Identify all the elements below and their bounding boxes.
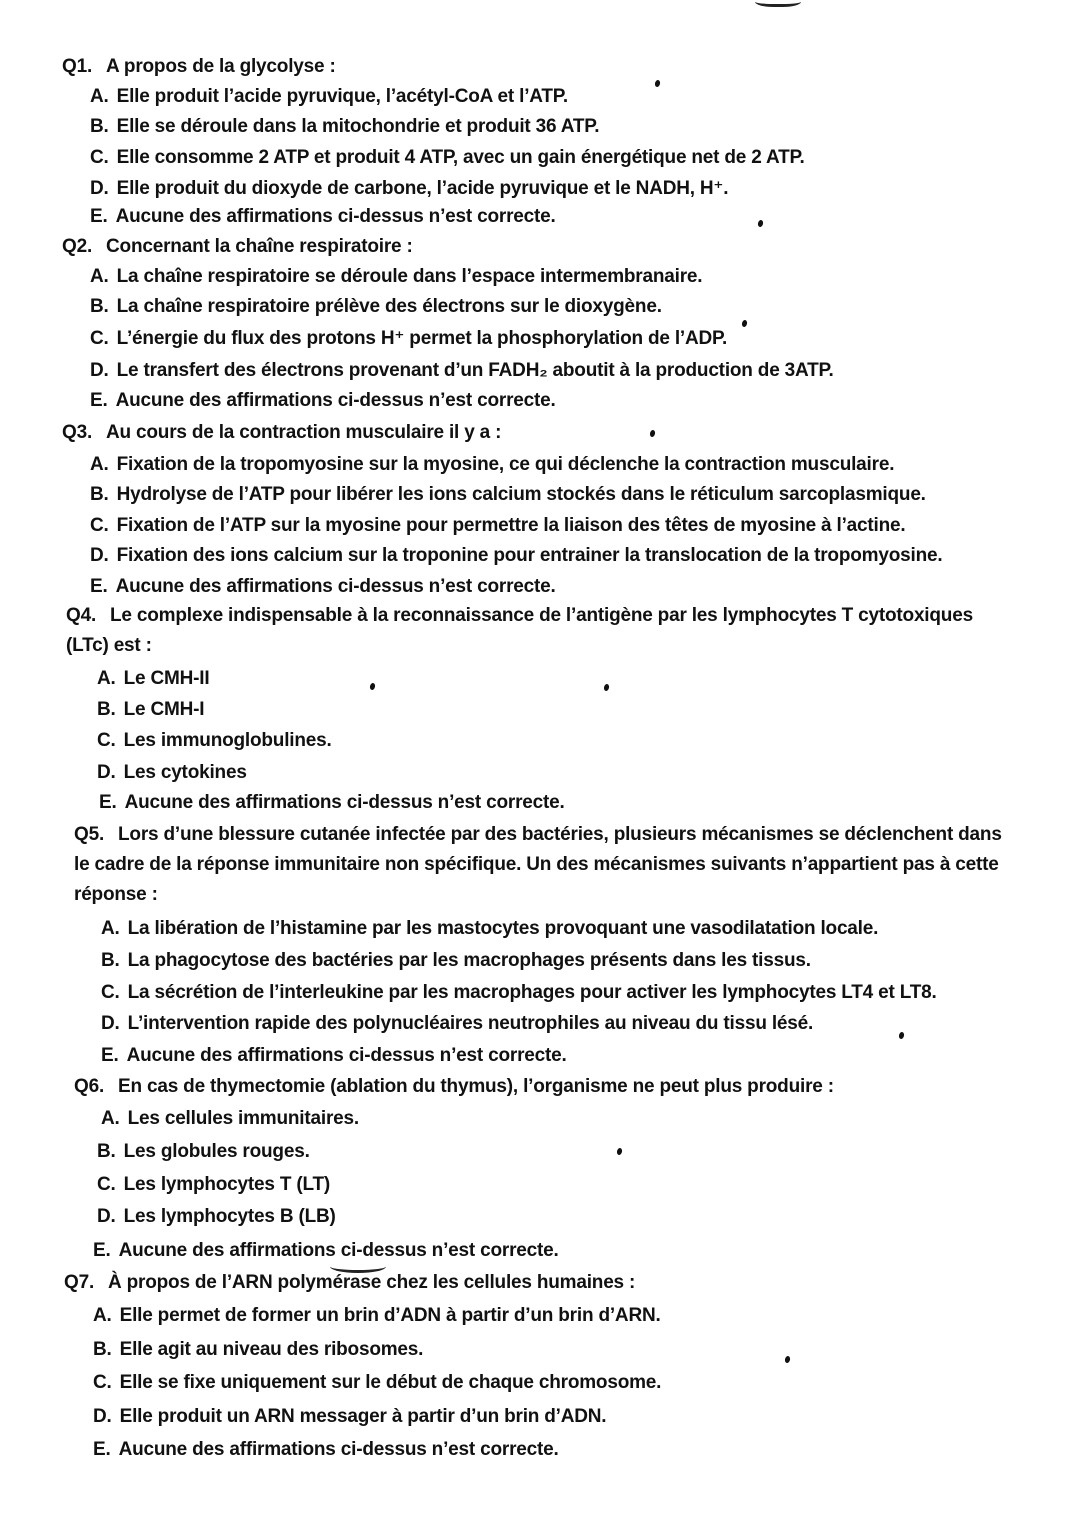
option-letter: A. <box>90 454 109 475</box>
option-letter: C. <box>90 515 109 536</box>
question-3-option-a <box>90 454 894 476</box>
question-5-option-c <box>101 982 937 1004</box>
option-text: Aucune des affirmations ci-dessus n’est correcte. <box>126 1045 567 1066</box>
option-letter: B. <box>101 950 120 971</box>
option-text: L’intervention rapide des polynucléaires neutrophiles au niveau du tissu lésé. <box>127 1013 814 1034</box>
option-text: Elle permet de former un brin d’ADN à partir d’un brin d’ARN. <box>119 1305 661 1326</box>
question-3-option-e <box>90 576 556 598</box>
question-4-option-c <box>97 730 332 752</box>
question-6-option-a <box>101 1108 359 1130</box>
option-letter: B. <box>90 484 109 505</box>
option-letter: D. <box>90 360 109 381</box>
question-2-option-a <box>90 266 702 288</box>
question-6-option-d <box>97 1206 336 1228</box>
option-text: Les cytokines <box>123 762 247 783</box>
option-letter: B. <box>97 1141 116 1162</box>
question-number: Q2. <box>62 236 93 257</box>
option-text: Le CMH-I <box>123 699 205 720</box>
question-6-option-c <box>97 1174 330 1196</box>
option-letter: E. <box>93 1439 111 1460</box>
option-letter: B. <box>90 296 109 317</box>
question-5-heading <box>74 820 1009 910</box>
option-letter: D. <box>101 1013 120 1034</box>
question-4-option-e <box>99 792 565 814</box>
option-letter: B. <box>97 699 116 720</box>
question-1-option-d <box>90 178 728 200</box>
option-text: Elle consomme 2 ATP et produit 4 ATP, avec un gain énergétique net de 2 ATP. <box>116 147 805 168</box>
question-5-option-b <box>101 950 811 972</box>
question-7-option-b <box>93 1339 423 1361</box>
option-text: Aucune des affirmations ci-dessus n’est correcte. <box>118 1439 559 1460</box>
scan-dot <box>616 1147 623 1155</box>
option-letter: E. <box>101 1045 119 1066</box>
option-letter: A. <box>101 918 120 939</box>
question-6-option-b <box>97 1141 310 1163</box>
scan-dot <box>757 219 764 227</box>
option-text: Les immunoglobulines. <box>123 730 332 751</box>
question-5-option-e <box>101 1045 567 1067</box>
question-number: Q1. <box>62 56 93 77</box>
option-text: Elle agit au niveau des ribosomes. <box>119 1339 424 1360</box>
option-letter: E. <box>90 576 108 597</box>
question-3-option-b <box>90 484 926 506</box>
question-6-heading <box>74 1076 834 1098</box>
option-text: La chaîne respiratoire se déroule dans l’espace intermembranaire. <box>116 266 703 287</box>
option-letter: E. <box>99 792 117 813</box>
question-stem: À propos de l’ARN polymérase chez les cellules humaines : <box>108 1272 636 1293</box>
option-letter: E. <box>93 1240 111 1261</box>
option-text: Elle produit l’acide pyruvique, l’acétyl-CoA et l’ATP. <box>116 86 568 107</box>
question-3-option-c <box>90 515 905 537</box>
option-text: Les globules rouges. <box>123 1141 310 1162</box>
question-5-option-d <box>101 1013 813 1035</box>
scan-dot <box>654 79 661 87</box>
option-text: Aucune des affirmations ci-dessus n’est correcte. <box>118 1240 559 1261</box>
scan-dot <box>369 682 376 690</box>
option-text: Elle se déroule dans la mitochondrie et produit 36 ATP. <box>116 116 600 137</box>
option-letter: D. <box>97 1206 116 1227</box>
question-2-option-b <box>90 296 662 318</box>
question-number: Q5. <box>74 824 105 845</box>
option-letter: C. <box>93 1372 112 1393</box>
option-text: La sécrétion de l’interleukine par les macrophages pour activer les lymphocytes LT4 et LT8. <box>127 982 937 1003</box>
question-1-option-a <box>90 86 568 108</box>
option-text: La phagocytose des bactéries par les macrophages présents dans les tissus. <box>127 950 811 971</box>
option-letter: C. <box>90 328 109 349</box>
question-number: Q4. <box>66 605 97 626</box>
scan-dot <box>649 429 656 437</box>
question-4-option-d <box>97 762 247 784</box>
option-text: Les lymphocytes B (LB) <box>123 1206 336 1227</box>
option-text: Le CMH-II <box>123 668 210 689</box>
option-text: Elle se fixe uniquement sur le début de chaque chromosome. <box>119 1372 662 1393</box>
option-letter: E. <box>90 206 108 227</box>
scan-dot <box>741 319 748 327</box>
question-7-option-c <box>93 1372 661 1394</box>
question-number: Q3. <box>62 422 93 443</box>
question-7-option-e <box>93 1439 559 1461</box>
question-number: Q6. <box>74 1076 105 1097</box>
option-letter: D. <box>93 1406 112 1427</box>
option-letter: A. <box>101 1108 120 1129</box>
option-letter: D. <box>97 762 116 783</box>
question-stem: A propos de la glycolyse : <box>106 56 336 77</box>
question-6-option-e <box>93 1240 559 1262</box>
option-letter: B. <box>90 116 109 137</box>
question-stem: En cas de thymectomie (ablation du thymus), l’organisme ne peut plus produire : <box>118 1076 834 1097</box>
option-letter: C. <box>90 147 109 168</box>
option-text: Le transfert des électrons provenant d’un FADH₂ aboutit à la production de 3ATP. <box>116 360 834 381</box>
question-5-option-a <box>101 918 878 940</box>
question-2-option-c <box>90 328 727 350</box>
option-text: La chaîne respiratoire prélève des électrons sur le dioxygène. <box>116 296 662 317</box>
option-text: Elle produit un ARN messager à partir d’un brin d’ADN. <box>119 1406 607 1427</box>
option-text: Fixation des ions calcium sur la troponine pour entrainer la translocation de la tropomyosine. <box>116 545 943 566</box>
option-text: Aucune des affirmations ci-dessus n’est correcte. <box>124 792 565 813</box>
question-2-option-d <box>90 360 834 382</box>
option-text: L’énergie du flux des protons H⁺ permet la phosphorylation de l’ADP. <box>116 328 728 349</box>
question-3-option-d <box>90 545 942 567</box>
option-text: Aucune des affirmations ci-dessus n’est correcte. <box>115 390 556 411</box>
question-1-heading <box>62 56 336 78</box>
option-letter: A. <box>90 266 109 287</box>
question-4-option-a <box>97 668 209 690</box>
question-4-heading <box>66 601 1001 661</box>
option-letter: C. <box>97 1174 116 1195</box>
question-stem: Le complexe indispensable à la reconnaissance de l’antigène par les lymphocytes T cytotoxiques (LTc) est : <box>66 605 973 656</box>
question-number: Q7. <box>64 1272 95 1293</box>
option-text: La libération de l’histamine par les mastocytes provoquant une vasodilatation locale. <box>127 918 879 939</box>
option-text: Les cellules immunitaires. <box>127 1108 359 1129</box>
option-text: Les lymphocytes T (LT) <box>123 1174 330 1195</box>
option-text: Hydrolyse de l’ATP pour libérer les ions calcium stockés dans le réticulum sarcoplasmique. <box>116 484 926 505</box>
question-7-heading <box>64 1272 635 1294</box>
option-text: Fixation de l’ATP sur la myosine pour permettre la liaison des têtes de myosine à l’actine. <box>116 515 906 536</box>
question-stem: Concernant la chaîne respiratoire : <box>106 236 413 257</box>
question-7-option-a <box>93 1305 661 1327</box>
option-text: Aucune des affirmations ci-dessus n’est correcte. <box>115 206 556 227</box>
option-text: Elle produit du dioxyde de carbone, l’acide pyruvique et le NADH, H⁺. <box>116 178 729 199</box>
option-letter: A. <box>93 1305 112 1326</box>
option-letter: C. <box>97 730 116 751</box>
question-4-option-b <box>97 699 204 721</box>
question-2-heading <box>62 236 413 258</box>
option-letter: C. <box>101 982 120 1003</box>
option-letter: B. <box>93 1339 112 1360</box>
question-1-option-c <box>90 147 805 169</box>
question-1-option-b <box>90 116 599 138</box>
question-2-option-e <box>90 390 556 412</box>
option-letter: D. <box>90 178 109 199</box>
question-7-option-d <box>93 1406 606 1428</box>
pen-mark <box>755 0 801 7</box>
scan-dot <box>603 683 610 691</box>
question-3-heading <box>62 422 501 444</box>
option-text: Fixation de la tropomyosine sur la myosine, ce qui déclenche la contraction musculaire. <box>116 454 895 475</box>
question-1-option-e <box>90 206 556 228</box>
scan-dot <box>898 1031 905 1039</box>
scan-dot <box>784 1355 791 1363</box>
option-letter: A. <box>97 668 116 689</box>
question-stem: Lors d’une blessure cutanée infectée par des bactéries, plusieurs mécanismes se déclenchent dans le cadre de la réponse immunitaire non spécifique. Un des mécanismes suivants n’appartient pas à cette réponse : <box>74 824 1002 905</box>
question-stem: Au cours de la contraction musculaire il y a : <box>106 422 502 443</box>
option-letter: E. <box>90 390 108 411</box>
option-text: Aucune des affirmations ci-dessus n’est correcte. <box>115 576 556 597</box>
option-letter: D. <box>90 545 109 566</box>
option-letter: A. <box>90 86 109 107</box>
